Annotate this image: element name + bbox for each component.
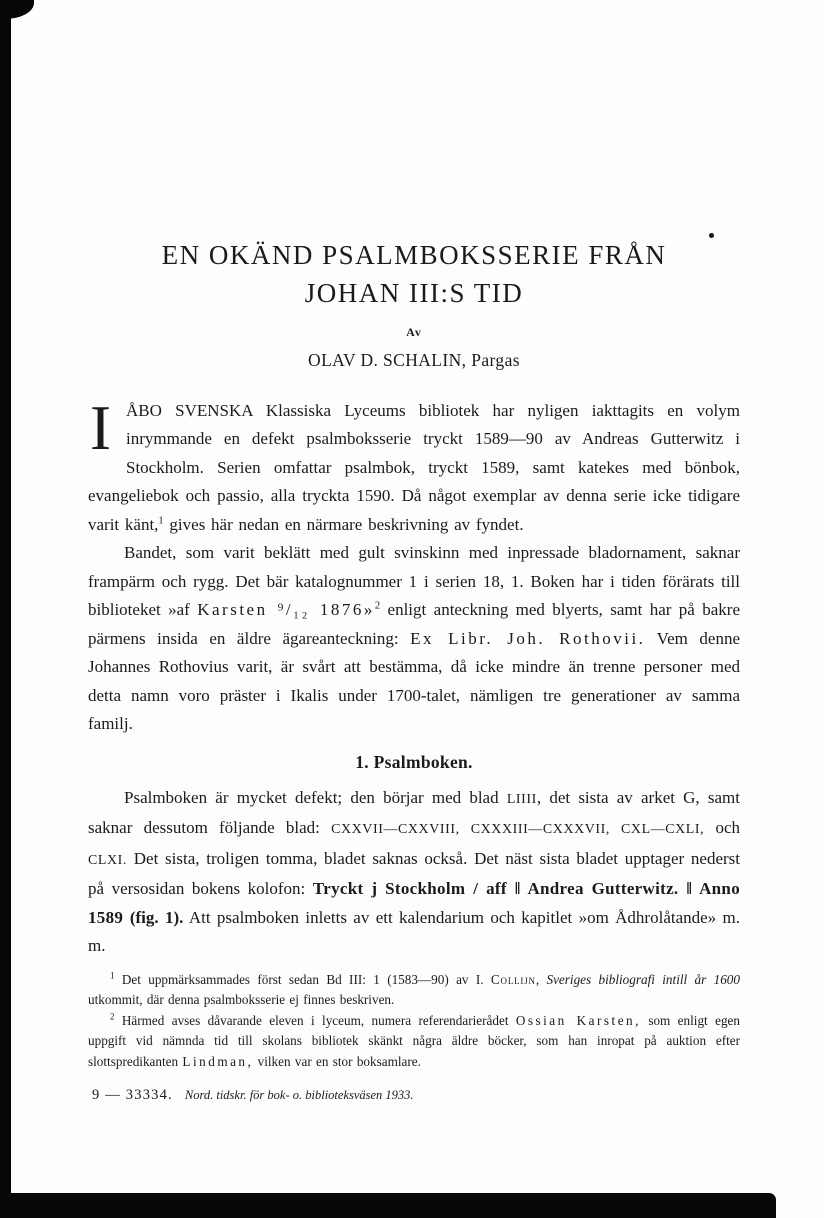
footnote-2-marker: 2 xyxy=(110,1011,115,1022)
footnotes-section xyxy=(88,970,740,1073)
paragraph-psalmboken-text-2: , det sista av arket G, samt saknar dessutom följande blad: xyxy=(88,787,740,838)
paragraph-psalmboken xyxy=(88,784,740,961)
paragraph-psalmboken-text-3: och xyxy=(704,818,740,838)
paragraph-intro-text: ÅBO SVENSKA Klassiska Lyceums bibliotek har nyligen iakttagits en volym inrymmande en defekt psalmboksserie tryckt 1589—90 av Andreas Gutterwitz i Stockholm. Serien omfattar psalmbok, tryckt 1589, samt katekes med bönbok, evangeliebok och passio, alla tryckta 1590. Då något exemplar av denna serie icke tidigare varit känt, xyxy=(88,400,740,534)
roman-numeral-missing-leaves: CXXVII—CXXVIII, CXXXIII—CXXXVII, CXL—CXLI, xyxy=(331,822,705,838)
paragraph-psalmboken-text-5: Att psalmboken inletts av ett kalendarium och kapitlet »om Ådhrolåtande» m. m. xyxy=(88,907,740,956)
author-name: OLAV D. SCHALIN, Pargas xyxy=(308,349,520,370)
footnote-1-text-2: , xyxy=(535,971,547,987)
paragraph-psalmboken-text-1: Psalmboken är mycket defekt; den börjar med blad xyxy=(124,787,507,807)
printer-signature-number: 9 — 33334. xyxy=(92,1087,173,1104)
name-ossian-karsten: Ossian Karsten, xyxy=(515,1012,641,1028)
colophon-blackletter-text: Tryckt j Stockholm / aff ‖ Andrea Gutterwitz. ‖ Anno 1589 xyxy=(88,879,740,927)
scan-artifact-left-edge xyxy=(0,0,11,1218)
paragraph-psalmboken-text-4: Det sista, troligen tomma, bladet saknas också. Det näst sista bladet upptager nederst på versosidan bokens kolofon: xyxy=(88,848,740,899)
footnote-1-text-3: utkommit, där denna psalmboksserie ej finnes beskriven. xyxy=(88,992,395,1008)
title-line-1: EN OKÄND PSALMBOKSSERIE FRÅN xyxy=(161,240,667,270)
name-lindman: Lindman, xyxy=(182,1053,254,1069)
ex-libris-note: Ex Libr. Joh. Rothovii. xyxy=(410,628,646,648)
scan-artifact-bottom-edge xyxy=(0,1193,776,1218)
paragraph-binding-text-1: Bandet, som varit beklätt med gult svinskinn med inpressade bladornament, saknar frampärm och rygg. Det bär katalognummer 1 i serien 18, 1. Boken har i tiden förärats till biblioteket »af xyxy=(88,543,740,620)
paragraph-intro xyxy=(88,392,740,540)
paragraph-intro-text-cont: gives här nedan en närmare beskrivning av fyndet. xyxy=(163,514,524,534)
footnote-2 xyxy=(88,1011,740,1073)
bibliography-title-italic: Sveriges bibliografi intill år 1600 xyxy=(546,971,740,987)
author-collijn-smallcaps: Collijn xyxy=(490,971,536,987)
article-header xyxy=(88,236,740,371)
roman-numeral-leaf: LIIII xyxy=(506,791,537,807)
article-title xyxy=(88,236,740,313)
footnote-reference-1: 1 xyxy=(158,515,164,526)
byline-label: Av xyxy=(406,324,422,339)
footnote-1 xyxy=(88,970,740,1011)
footnote-1-text-1: Det uppmärksammades först sedan Bd III: 1 (1583—90) av I. xyxy=(114,971,491,987)
footnote-reference-2: 2 xyxy=(374,600,381,612)
title-line-2: JOHAN III:S TID xyxy=(304,278,524,309)
paragraph-binding-text-3: Vem denne Johannes Rothovius varit, är svårt att bestämma, då icke mindre än trenne personer med detta namn voro präster i Ikalis under 1700-talet, nämligen tre generationer av samma familj. xyxy=(88,628,740,734)
karsten-provenance-note: Karsten ⁹/₁₂ 1876» xyxy=(197,600,375,620)
footnote-2-text-2: som enligt egen uppgift vid nämnda tid till skolans bibliotek skänkt några äldre böcker, som han inropat på auktion efter slottspredikanten xyxy=(88,1012,740,1069)
article-content xyxy=(88,236,740,1104)
footnote-1-marker: 1 xyxy=(110,970,115,981)
figure-reference: (fig. 1). xyxy=(129,907,184,927)
signature-line xyxy=(88,1087,740,1104)
drop-cap-initial: I xyxy=(90,392,111,463)
footnote-2-text-3: vilken var en stor boksamlare. xyxy=(253,1053,421,1069)
scan-artifact-top-left-blob xyxy=(0,0,34,19)
roman-numeral-last-leaf: CLXI. xyxy=(88,852,128,868)
journal-citation: Nord. tidskr. för bok- o. biblioteksväsen 1933. xyxy=(184,1088,414,1103)
paragraph-binding xyxy=(88,539,740,739)
footnote-2-text-1: Härmed avses dåvarande eleven i lyceum, numera referendarierådet xyxy=(114,1012,516,1028)
section-heading-psalmboken: 1. Psalmboken. xyxy=(355,751,473,772)
paragraph-binding-text-2: enligt anteckning med blyerts, samt har på bakre pärmens insida en äldre ägareanteckning: xyxy=(88,600,741,648)
